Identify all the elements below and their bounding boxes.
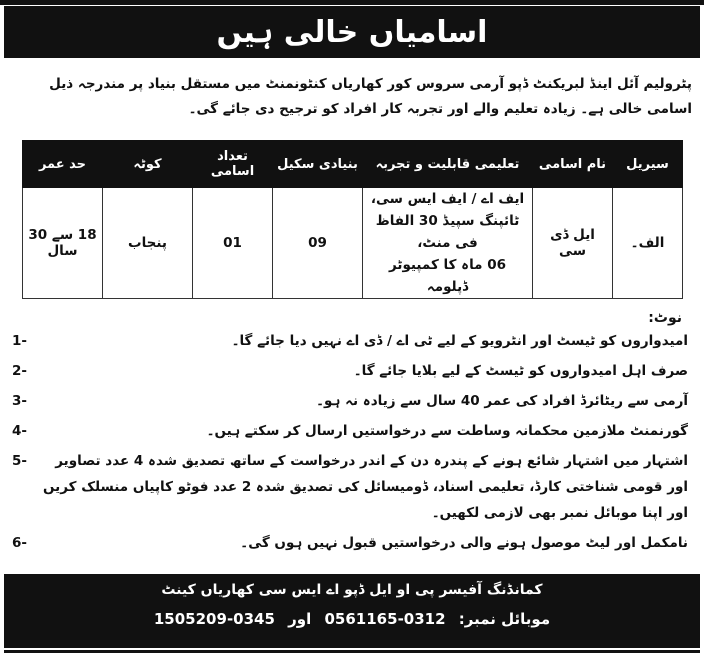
top-border xyxy=(0,0,704,5)
qualification-line: ٹائپنگ سپیڈ 30 الفاظ فی منٹ، xyxy=(375,213,520,251)
note-text: امیدواروں کو ٹیسٹ اور انٹرویو کے لیے ٹی اے / ڈی اے نہیں دیا جائے گا۔ xyxy=(231,333,688,349)
note-text: آرمی سے ریٹائرڈ افراد کی عمر 40 سال سے زیادہ نہ ہو۔ xyxy=(316,393,688,409)
notes-list xyxy=(12,328,688,560)
cell-serial: الف۔ xyxy=(613,188,683,299)
col-qualification: تعلیمی قابلیت و تجربہ xyxy=(363,141,533,188)
note-text: گورنمنٹ ملازمین محکمانہ وساطت سے درخواستیں ارسال کر سکتے ہیں۔ xyxy=(206,423,688,439)
title-banner xyxy=(4,6,700,58)
cell-age: 18 سے 30 سال xyxy=(23,188,103,299)
list-item xyxy=(12,530,688,556)
table-row xyxy=(23,188,683,299)
and-word: اور xyxy=(288,610,312,628)
note-number: 1- xyxy=(12,333,27,349)
cell-count: 01 xyxy=(193,188,273,299)
note-text: اشتہار میں اشتہار شائع ہونے کے پندرہ دن کے اندر درخواست کے ساتھ تصدیق شدہ 4 عدد تصاویر اور قومی شناختی کارڈ، تعلیمی اسناد، ڈومیسائل کی تصدیق شدہ 2 عدد فوٹو کاپیاں منسلک کریں اور اپنا موبائل نمبر بھی لازمی لکھیں۔ xyxy=(43,453,688,521)
page-title: اسامیاں خالی ہیں xyxy=(216,14,488,50)
note-text: نامکمل اور لیٹ موصول ہونے والی درخواستیں قبول نہیں ہوں گی۔ xyxy=(240,535,688,551)
mobile-label: موبائل نمبر: xyxy=(458,610,551,628)
list-item xyxy=(12,328,688,354)
note-number: 4- xyxy=(12,423,27,439)
contact-footer xyxy=(4,574,700,648)
note-text: صرف اہل امیدواروں کو ٹیسٹ کے لیے بلایا جائے گا۔ xyxy=(353,363,688,379)
intro-paragraph: پٹرولیم آئل اینڈ لبریکنٹ ڈپو آرمی سروس کور کھاریاں کنٹونمنٹ میں مستقل بنیاد پر مندرجہ ذیل اسامی خالی ہے۔ زیادہ تعلیم والے اور تجربہ کار افراد کو ترجیح دی جائے گی۔ xyxy=(49,76,692,117)
office-address: کمانڈنگ آفیسر پی او ایل ڈپو اے ایس سی کھاریاں کینٹ xyxy=(161,582,543,598)
qualification-line: 06 ماہ کا کمپیوٹر ڈپلومہ xyxy=(388,257,506,295)
col-post: نام اسامی xyxy=(533,141,613,188)
col-quota: کوٹہ xyxy=(103,141,193,188)
cell-scale: 09 xyxy=(273,188,363,299)
qualification-line: ایف اے / ایف ایس سی، xyxy=(370,191,525,207)
col-serial: سیریل xyxy=(613,141,683,188)
col-count: تعداد اسامی xyxy=(193,141,273,188)
cell-qualification xyxy=(363,188,533,299)
list-item xyxy=(12,358,688,384)
cell-quota: پنجاب xyxy=(103,188,193,299)
vacancy-table xyxy=(22,140,683,299)
cell-post: ایل ڈی سی xyxy=(533,188,613,299)
note-number: 2- xyxy=(12,363,27,379)
note-number: 6- xyxy=(12,535,27,551)
col-scale: بنیادی سکیل xyxy=(273,141,363,188)
phone-line xyxy=(4,610,700,628)
table-header-row xyxy=(23,141,683,188)
bottom-border xyxy=(4,650,700,653)
phone-number-2: 0345-1505209 xyxy=(153,610,275,628)
list-item xyxy=(12,388,688,414)
notes-heading: نوٹ: xyxy=(648,310,682,326)
col-age: حد عمر xyxy=(23,141,103,188)
list-item xyxy=(12,448,688,526)
list-item xyxy=(12,418,688,444)
note-number: 3- xyxy=(12,393,27,409)
phone-number-1: 0312-0561165 xyxy=(324,610,446,628)
note-number: 5- xyxy=(12,453,27,469)
